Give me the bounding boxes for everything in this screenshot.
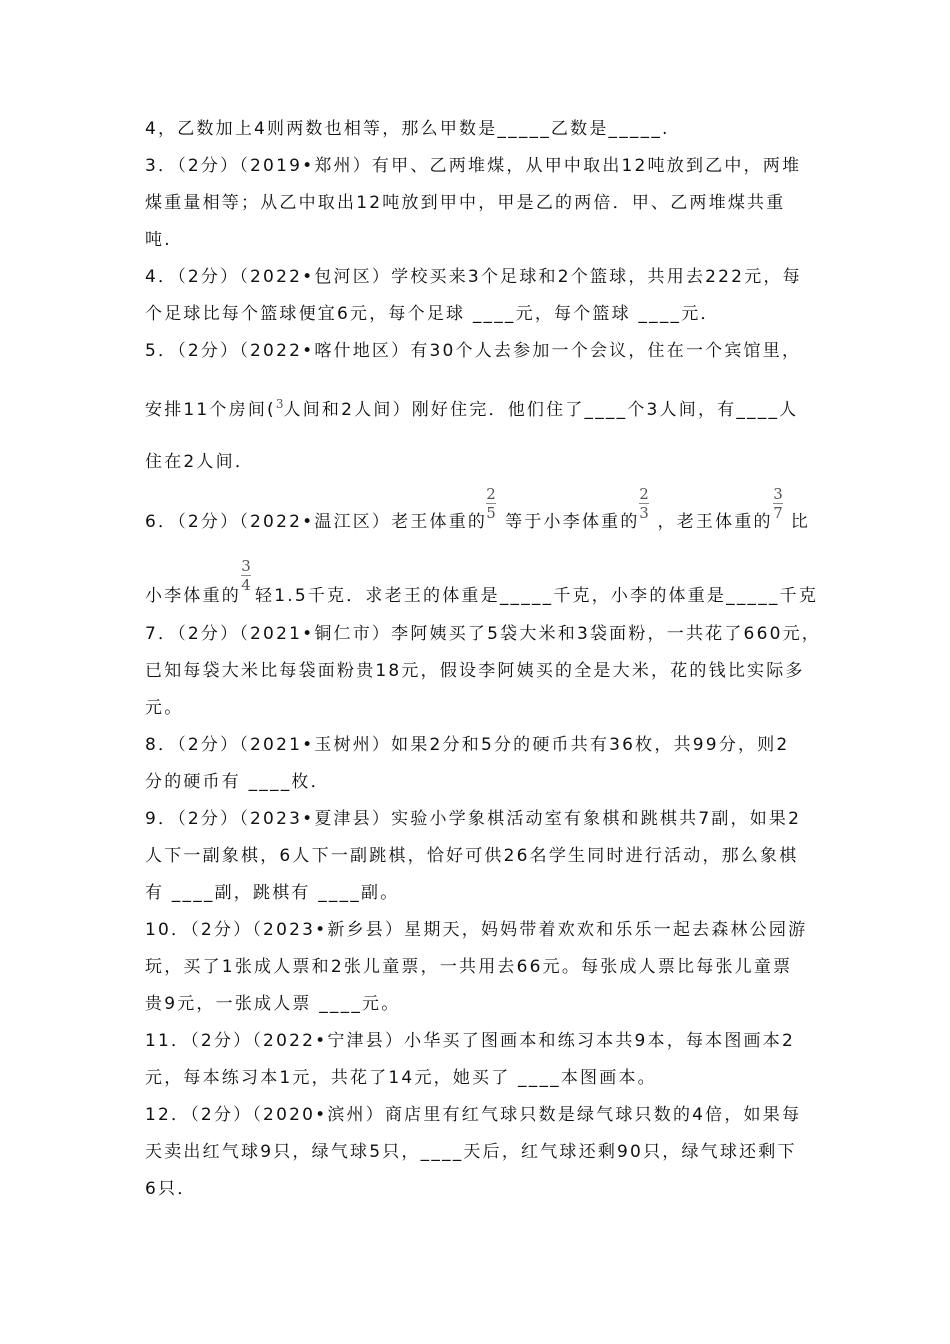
question-9-line-3: 有 ____副，跳棋有 ____副。 [145,883,400,903]
question-3-line-1: 3．（2分）（2019•郑州）有甲、乙两堆煤，从甲中取出12吨放到乙中，两堆 [145,156,802,176]
question-5-line-3: 住在2人间． [145,452,255,472]
question-7-line-3: 元。 [145,698,184,718]
question-12-line-2: 天卖出红气球9只，绿气球5只，____天后，红气球还剩90只，绿气球还剩下 [145,1142,797,1162]
question-5-line-2-start: 安排11个房间( [145,400,276,420]
question-4-line-1: 4．（2分）（2022•包河区）学校买来3个足球和2个篮球，共用去222元，每 [145,267,802,287]
question-6-seg-6: 轻1.5千克．求老王的体重是_____千克，小李的体重是_____千克 [255,586,819,606]
question-6-seg-1: 6．（2分）（2022•温江区）老王体重的 [145,512,488,532]
question-11-line-2: 元，每本练习本1元，共花了14元，她买了 ____本图画本。 [145,1068,657,1088]
question-4-line-2: 个足球比每个篮球便宜6元，每个足球 ____元，每个篮球 ____元． [145,304,720,324]
question-3-line-2: 煤重量相等；从乙中取出12吨放到甲中，甲是乙的两倍．甲、乙两堆煤共重 [145,193,786,213]
question-8-line-1: 8．（2分）（2021•玉树州）如果2分和5分的硬币共有36枚，共99分，则2 [145,735,790,755]
question-5-line-2-end: 人间和2人间）刚好住完．他们住了____个3人间，有____人 [283,400,799,420]
question-12-line-1: 12．（2分）（2020•滨州）商店里有红气球只数是绿气球只数的4倍，如果每 [145,1105,802,1125]
question-7-line-1: 7．（2分）（2021•铜仁市）李阿姨买了5袋大米和3袋面粉，一共花了660元， [145,624,822,644]
question-6-seg-3: ，老王体重的 [657,512,773,532]
fraction-numerator: 2 [486,485,496,503]
question-6-seg-2: 等于小李体重的 [505,512,640,532]
question-5-line-1: 5．（2分）（2022•喀什地区）有30个人去参加一个会议，住在一个宾馆里， [145,341,802,361]
fraction-denominator: 3 [639,504,649,522]
question-6-seg-5: 小李体重的 [145,586,241,606]
question-5-line-2 [145,392,798,422]
question-11-line-1: 11．（2分）（2022•宁津县）小华买了图画本和练习本共9本，每本图画本2 [145,1031,795,1051]
fraction-2-3 [637,486,651,521]
question-7-line-2: 已知每袋大米比每袋面粉贵18元，假设李阿姨买的全是大米，花的钱比实际多 [145,661,805,681]
question-5-superscript: 3 [275,397,284,411]
fraction-3-7 [771,486,785,521]
question-9-line-2: 人下一副象棋，6人下一副跳棋，恰好可供26名学生同时进行活动，那么象棋 [145,846,799,866]
question-3-line-3: 吨. [145,230,172,250]
question-10-line-2: 玩，买了1张成人票和2张儿童票，一共用去66元。每张成人票比每张儿童票 [145,957,793,977]
fraction-denominator: 5 [486,504,496,522]
fraction-numerator: 3 [241,557,251,575]
question-6-line-1 [145,510,810,534]
fraction-numerator: 3 [773,485,783,503]
question-8-line-2: 分的硬币有 ____枚． [145,772,330,792]
question-9-line-1: 9．（2分）（2023•夏津县）实验小学象棋活动室有象棋和跳棋共7副，如果2 [145,809,802,829]
fraction-denominator: 7 [773,504,783,522]
fraction-3-4 [239,558,253,593]
question-10-line-1: 10．（2分）（2023•新乡县）星期天，妈妈带着欢欢和乐乐一起去森林公园游 [145,920,808,940]
fraction-numerator: 2 [639,485,649,503]
fraction-2-5 [484,486,498,521]
question-6-seg-4: 比 [790,512,810,532]
fraction-denominator: 4 [241,576,251,594]
question-10-line-3: 贵9元，一张成人票 ____元。 [145,994,401,1014]
text-line: 4，乙数加上4则两数也相等，那么甲数是_____乙数是_____. [145,119,670,139]
question-12-line-3: 6只． [145,1179,197,1199]
